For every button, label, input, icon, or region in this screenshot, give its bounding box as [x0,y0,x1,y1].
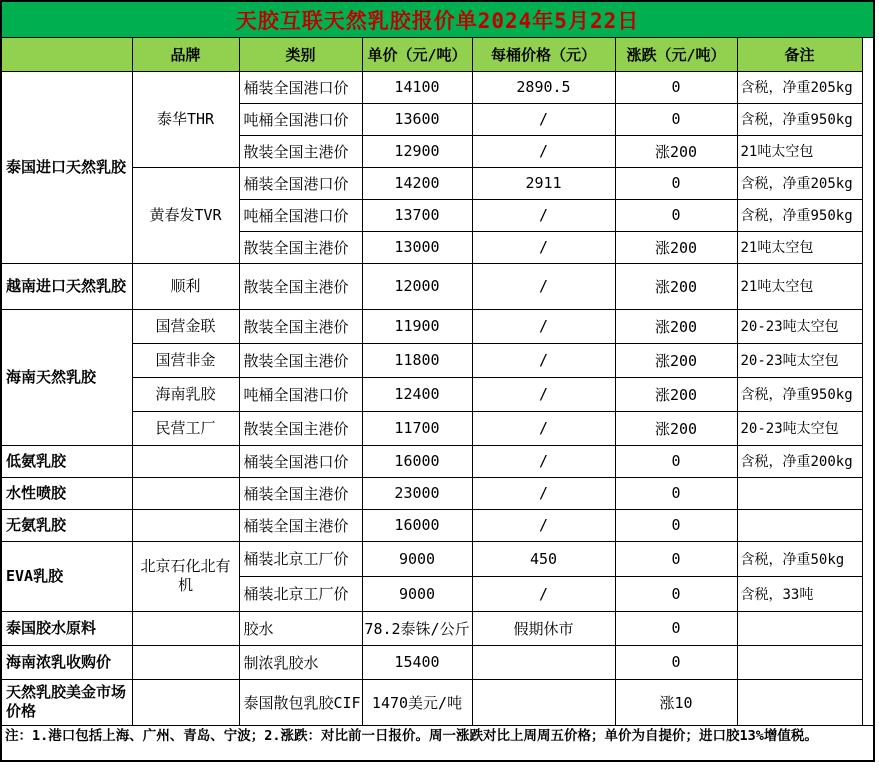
category-cell: 散装全国主港价 [239,343,362,377]
change-cell: 0 [615,509,737,541]
brand-cell: 国营金联 [132,309,239,343]
change-cell: 0 [615,477,737,509]
price-cell: 15400 [362,645,472,679]
barrel-price-cell: / [472,445,615,477]
price-cell: 13700 [362,199,472,231]
header-price: 单价（元/吨） [362,38,472,71]
barrel-price-cell: / [472,231,615,263]
price-cell: 16000 [362,445,472,477]
note-cell [737,509,862,541]
table-row [2,541,862,576]
note-cell: 21吨太空包 [737,231,862,263]
brand-cell: 北京石化北有机 [132,541,239,611]
category-cell: 散装全国主港价 [239,135,362,167]
barrel-price-cell: / [472,135,615,167]
category-cell: 散装全国主港价 [239,231,362,263]
header-change: 涨跌（元/吨） [615,38,737,71]
price-cell: 9000 [362,541,472,576]
header-group [2,38,132,71]
change-cell: 涨200 [615,231,737,263]
note-cell [737,611,862,645]
price-cell: 14200 [362,167,472,199]
change-cell: 0 [615,167,737,199]
note-cell: 21吨太空包 [737,135,862,167]
brand-cell: 泰华THR [132,71,239,167]
quote-table [2,38,863,726]
change-cell: 涨200 [615,377,737,411]
header-category: 类别 [239,38,362,71]
brand-cell [132,645,239,679]
report-title: 天胶互联天然乳胶报价单2024年5月22日 [2,2,873,38]
note-cell: 含税，33吨 [737,576,862,611]
category-cell: 桶装全国港口价 [239,445,362,477]
price-cell: 13000 [362,231,472,263]
table-row [2,263,862,309]
footnote: 注：1.港口包括上海、广州、青岛、宁波；2.涨跌：对比前一日报价。周一涨跌对比上周周五价格；单价为自提价；进口胶13%增值税。 [2,725,873,761]
change-cell: 涨10 [615,679,737,725]
brand-cell: 海南乳胶 [132,377,239,411]
table-row [2,445,862,477]
price-cell: 1470美元/吨 [362,679,472,725]
category-cell: 散装全国主港价 [239,309,362,343]
barrel-price-cell: 450 [472,541,615,576]
group-cell: 海南天然乳胶 [2,309,132,445]
category-cell: 胶水 [239,611,362,645]
group-cell: 无氨乳胶 [2,509,132,541]
change-cell: 涨200 [615,309,737,343]
brand-cell [132,445,239,477]
barrel-price-cell [472,679,615,725]
barrel-price-cell: 2911 [472,167,615,199]
note-cell: 20-23吨太空包 [737,343,862,377]
category-cell: 散装全国主港价 [239,263,362,309]
category-cell: 桶装全国港口价 [239,71,362,103]
category-cell: 吨桶全国港口价 [239,377,362,411]
barrel-price-cell: / [472,103,615,135]
price-cell: 13600 [362,103,472,135]
price-cell: 12400 [362,377,472,411]
barrel-price-cell: / [472,199,615,231]
brand-cell: 民营工厂 [132,411,239,445]
table-row [2,679,862,725]
header-row [2,38,862,71]
group-cell: 越南进口天然乳胶 [2,263,132,309]
barrel-price-cell: / [472,377,615,411]
price-cell: 16000 [362,509,472,541]
table-row [2,509,862,541]
barrel-price-cell: 2890.5 [472,71,615,103]
price-cell: 78.2泰铢/公斤 [362,611,472,645]
brand-cell: 黄春发TVR [132,167,239,263]
change-cell: 0 [615,645,737,679]
note-cell: 含税，净重205kg [737,167,862,199]
category-cell: 制浓乳胶水 [239,645,362,679]
group-cell: 天然乳胶美金市场价格 [2,679,132,725]
change-cell: 涨200 [615,411,737,445]
note-cell: 含税，净重950kg [737,377,862,411]
note-cell: 含税，净重950kg [737,199,862,231]
barrel-price-cell: / [472,343,615,377]
group-cell: 水性喷胶 [2,477,132,509]
price-cell: 9000 [362,576,472,611]
group-cell: 低氨乳胶 [2,445,132,477]
note-cell: 含税，净重50kg [737,541,862,576]
table-row [2,71,862,103]
header-barrel-price: 每桶价格（元） [472,38,615,71]
note-cell: 20-23吨太空包 [737,411,862,445]
change-cell: 0 [615,103,737,135]
barrel-price-cell: / [472,576,615,611]
barrel-price-cell: / [472,263,615,309]
price-cell: 23000 [362,477,472,509]
note-cell [737,477,862,509]
note-cell: 含税，净重200kg [737,445,862,477]
note-cell: 含税，净重950kg [737,103,862,135]
category-cell: 吨桶全国港口价 [239,199,362,231]
price-cell: 11900 [362,309,472,343]
category-cell: 桶装北京工厂价 [239,576,362,611]
note-cell [737,645,862,679]
category-cell: 桶装全国主港价 [239,509,362,541]
header-brand: 品牌 [132,38,239,71]
note-cell: 20-23吨太空包 [737,309,862,343]
group-cell: 泰国进口天然乳胶 [2,71,132,263]
barrel-price-cell: / [472,309,615,343]
header-note: 备注 [737,38,862,71]
category-cell: 泰国散包乳胶CIF [239,679,362,725]
change-cell: 0 [615,576,737,611]
change-cell: 0 [615,541,737,576]
category-cell: 吨桶全国港口价 [239,103,362,135]
brand-cell [132,679,239,725]
change-cell: 0 [615,71,737,103]
price-cell: 14100 [362,71,472,103]
category-cell: 桶装全国主港价 [239,477,362,509]
note-cell: 21吨太空包 [737,263,862,309]
barrel-price-cell: / [472,477,615,509]
barrel-price-cell: / [472,411,615,445]
price-cell: 11800 [362,343,472,377]
table-row [2,611,862,645]
category-cell: 桶装全国港口价 [239,167,362,199]
change-cell: 0 [615,445,737,477]
brand-cell [132,509,239,541]
barrel-price-cell: 假期休市 [472,611,615,645]
brand-cell: 顺利 [132,263,239,309]
change-cell: 0 [615,199,737,231]
brand-cell [132,611,239,645]
barrel-price-cell: / [472,509,615,541]
note-cell: 含税，净重205kg [737,71,862,103]
barrel-price-cell [472,645,615,679]
category-cell: 散装全国主港价 [239,411,362,445]
change-cell: 涨200 [615,263,737,309]
table-row [2,309,862,343]
brand-cell: 国营非金 [132,343,239,377]
price-cell: 12900 [362,135,472,167]
change-cell: 涨200 [615,135,737,167]
group-cell: EVA乳胶 [2,541,132,611]
category-cell: 桶装北京工厂价 [239,541,362,576]
change-cell: 0 [615,611,737,645]
price-cell: 12000 [362,263,472,309]
group-cell: 泰国胶水原料 [2,611,132,645]
note-cell [737,679,862,725]
change-cell: 涨200 [615,343,737,377]
table-row [2,645,862,679]
brand-cell [132,477,239,509]
price-cell: 11700 [362,411,472,445]
group-cell: 海南浓乳收购价 [2,645,132,679]
table-row [2,477,862,509]
